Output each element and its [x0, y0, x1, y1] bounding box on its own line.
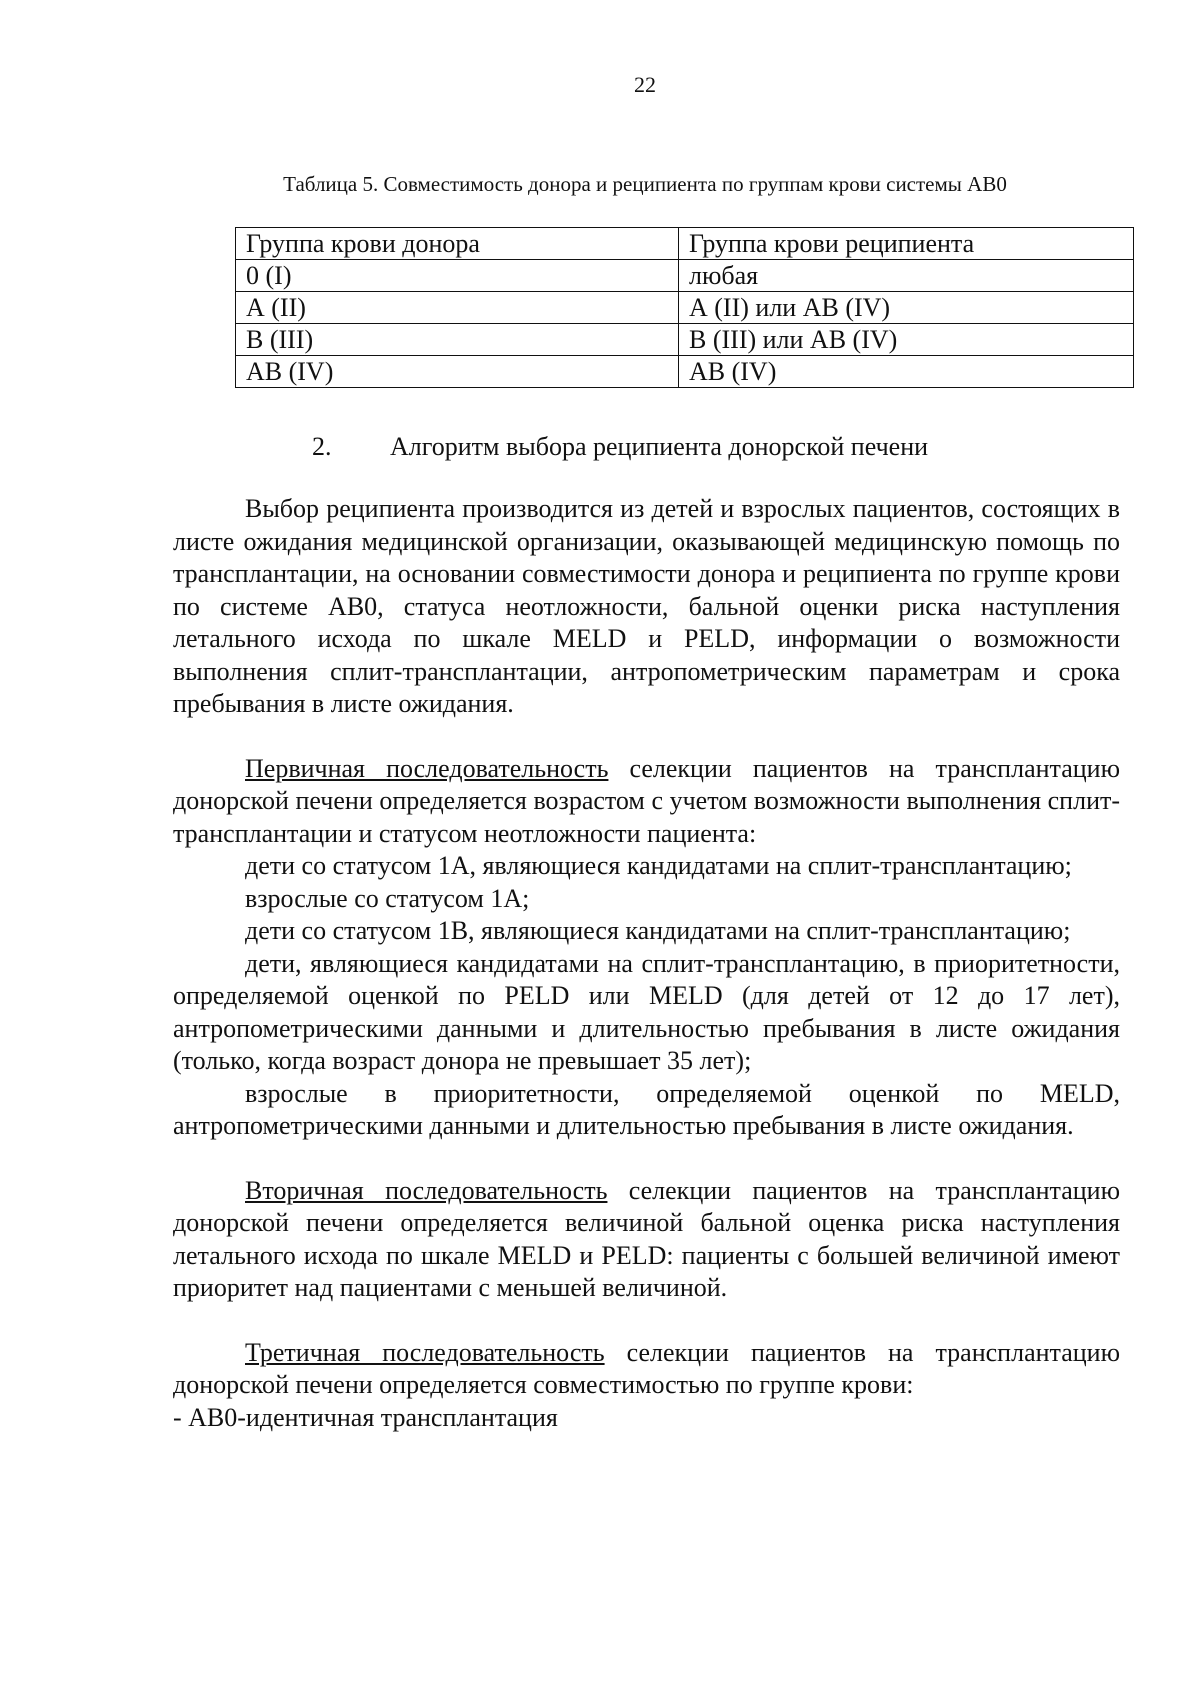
cell-recipient: В (III) или АВ (IV) — [679, 324, 1134, 356]
section-title: Алгоритм выбора реципиента донорской печени — [390, 432, 929, 461]
section-number: 2. — [312, 432, 332, 461]
secondary-text: селекции пациентов на трансплантацию донорской печени определяется величиной бальной оценка риска наступления летального исхода по шкале MELD и PELD: пациенты с большей величиной имеют приоритет над пациентами с меньшей величиной. — [173, 1175, 1121, 1302]
table-row — [236, 292, 1134, 324]
blood-compatibility-table — [235, 227, 1134, 388]
primary-term: Первичная последовательность — [245, 753, 609, 783]
cell-recipient: А (II) или АВ (IV) — [679, 292, 1134, 324]
list-item: дети, являющиеся кандидатами на сплит-трансплантацию, в приоритетности, определяемой оценкой по PELD или MELD (для детей от 12 до 17 лет), антропометрическими данными и длительностью пребывания в листе ожидания (только, когда возраст донора не превышает 35 лет); — [173, 948, 1120, 1075]
intro-paragraph: Выбор реципиента производится из детей и взрослых пациентов, состоящих в листе ожидания медицинской организации, оказывающей медицинскую помощь по трансплантации, на основании совместимости донора и реципиента по группе крови по системе АВ0, статуса неотложности, бальной оценки риска наступления летального исхода по шкале MELD и PELD, информации о возможности выполнения сплит-трансплантации, антропометрическим параметрам и срока пребывания в листе ожидания. — [173, 494, 1120, 718]
tertiary-term: Третичная последовательность — [245, 1337, 605, 1367]
cell-donor: АВ (IV) — [236, 356, 679, 388]
list-item: взрослые со статусом 1А; — [245, 883, 530, 913]
table-header-row — [236, 228, 1134, 260]
section-heading — [312, 430, 928, 464]
list-item: - АВ0-идентичная трансплантация — [173, 1402, 558, 1432]
paragraph-gap — [173, 1143, 1120, 1175]
table-row — [236, 260, 1134, 292]
cell-donor: А (II) — [236, 292, 679, 324]
header-donor: Группа крови донора — [236, 228, 679, 260]
cell-recipient: любая — [679, 260, 1134, 292]
secondary-term: Вторичная последовательность — [245, 1175, 608, 1205]
cell-donor: 0 (I) — [236, 260, 679, 292]
secondary-paragraph — [173, 1175, 1120, 1305]
list-item: взрослые в приоритетности, определяемой оценкой по MELD, антропометрическими данными и длительностью пребывания в листе ожидания. — [173, 1078, 1120, 1140]
paragraph-gap — [173, 721, 1120, 753]
tertiary-text: селекции пациентов на трансплантацию донорской печени определяется совместимостью по группе крови: — [173, 1337, 1120, 1399]
table-caption: Таблица 5. Совместимость донора и реципиента по группам крови системы АВ0 — [283, 172, 1007, 196]
tertiary-paragraph — [173, 1337, 1120, 1402]
header-recipient: Группа крови реципиента — [679, 228, 1134, 260]
cell-recipient: АВ (IV) — [679, 356, 1134, 388]
paragraph-gap — [173, 1305, 1120, 1337]
primary-text: селекции пациентов на трансплантацию донорской печени определяется возрастом с учетом возможности выполнения сплит-трансплантации и статусом неотложности пациента: — [173, 753, 1120, 848]
body-text — [173, 493, 1120, 1434]
list-item: дети со статусом 1А, являющиеся кандидатами на сплит-трансплантацию; — [245, 851, 1072, 880]
primary-paragraph — [173, 753, 1120, 851]
page-number: 22 — [634, 72, 656, 97]
table-row — [236, 356, 1134, 388]
table-row — [236, 324, 1134, 356]
list-item: дети со статусом 1В, являющиеся кандидатами на сплит-трансплантацию; — [245, 916, 1071, 945]
cell-donor: В (III) — [236, 324, 679, 356]
